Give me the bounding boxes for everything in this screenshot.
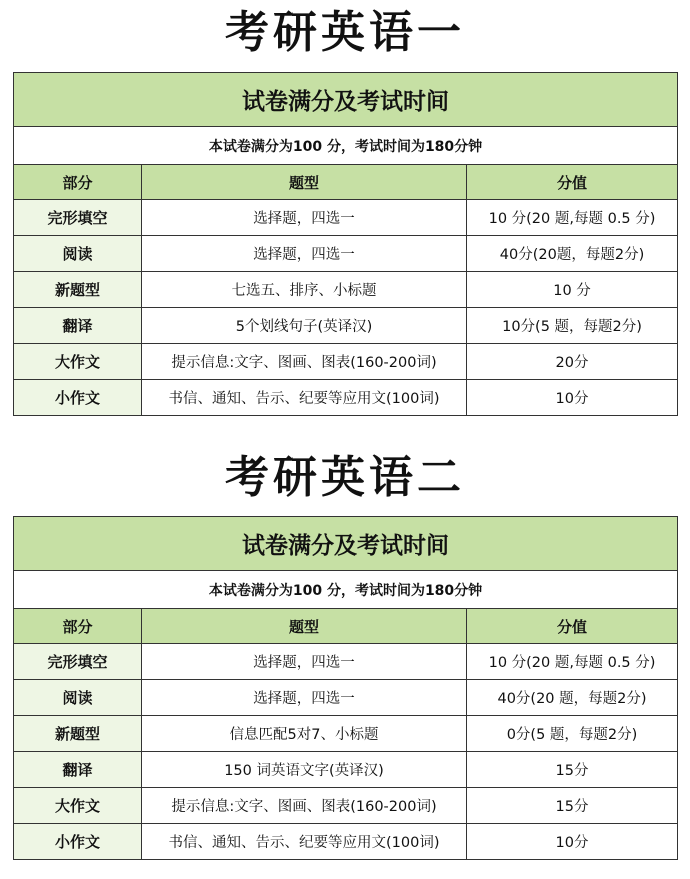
table-subtitle: 本试卷满分为100 分，考试时间为180分钟 [14, 127, 678, 165]
score-table [13, 72, 678, 416]
header-row [14, 165, 678, 200]
score-cell: 10分 [467, 380, 678, 416]
english-two-section [0, 445, 690, 851]
part-cell: 完形填空 [14, 644, 142, 680]
header-score: 分值 [467, 609, 678, 644]
table-row [14, 308, 678, 344]
type-cell: 书信、通知、告示、纪要等应用文(100词) [142, 380, 467, 416]
part-cell: 大作文 [14, 788, 142, 824]
part-cell: 翻译 [14, 308, 142, 344]
score-cell: 10分 [467, 824, 678, 860]
part-cell: 完形填空 [14, 200, 142, 236]
section-title: 考研英语一 [225, 7, 465, 58]
section-title: 考研英语二 [225, 452, 465, 503]
score-cell: 40分(20 题，每题2分) [467, 680, 678, 716]
part-cell: 阅读 [14, 680, 142, 716]
header-score: 分值 [467, 165, 678, 200]
table-row [14, 272, 678, 308]
type-cell: 选择题，四选一 [142, 200, 467, 236]
header-part: 部分 [14, 165, 142, 200]
table-row [14, 344, 678, 380]
table-subtitle: 本试卷满分为100 分，考试时间为180分钟 [14, 571, 678, 609]
part-cell: 新题型 [14, 716, 142, 752]
table-row [14, 752, 678, 788]
header-row [14, 609, 678, 644]
part-cell: 翻译 [14, 752, 142, 788]
table-row [14, 200, 678, 236]
header-type: 题型 [142, 609, 467, 644]
header-type: 题型 [142, 165, 467, 200]
type-cell: 书信、通知、告示、纪要等应用文(100词) [142, 824, 467, 860]
type-cell: 选择题，四选一 [142, 680, 467, 716]
table-row [14, 236, 678, 272]
table-row [14, 788, 678, 824]
type-cell: 提示信息:文字、图画、图表(160-200词) [142, 788, 467, 824]
table-row [14, 380, 678, 416]
type-cell: 150 词英语文字(英译汉) [142, 752, 467, 788]
english-one-section [0, 0, 690, 407]
score-cell: 10分(5 题，每题2分) [467, 308, 678, 344]
score-cell: 10 分(20 题,每题 0.5 分) [467, 200, 678, 236]
type-cell: 信息匹配5对7、小标题 [142, 716, 467, 752]
type-cell: 选择题，四选一 [142, 236, 467, 272]
part-cell: 小作文 [14, 380, 142, 416]
table-title: 试卷满分及考试时间 [14, 73, 678, 127]
score-cell: 15分 [467, 752, 678, 788]
type-cell: 提示信息:文字、图画、图表(160-200词) [142, 344, 467, 380]
score-cell: 10 分(20 题,每题 0.5 分) [467, 644, 678, 680]
part-cell: 大作文 [14, 344, 142, 380]
type-cell: 七选五、排序、小标题 [142, 272, 467, 308]
score-cell: 10 分 [467, 272, 678, 308]
table-row [14, 680, 678, 716]
score-cell: 40分(20题，每题2分) [467, 236, 678, 272]
score-cell: 20分 [467, 344, 678, 380]
part-cell: 小作文 [14, 824, 142, 860]
table-row [14, 716, 678, 752]
score-cell: 0分(5 题，每题2分) [467, 716, 678, 752]
part-cell: 阅读 [14, 236, 142, 272]
score-table [13, 516, 678, 860]
table-title: 试卷满分及考试时间 [14, 517, 678, 571]
table-row [14, 824, 678, 860]
part-cell: 新题型 [14, 272, 142, 308]
header-part: 部分 [14, 609, 142, 644]
score-cell: 15分 [467, 788, 678, 824]
type-cell: 5个划线句子(英译汉) [142, 308, 467, 344]
type-cell: 选择题，四选一 [142, 644, 467, 680]
table-row [14, 644, 678, 680]
